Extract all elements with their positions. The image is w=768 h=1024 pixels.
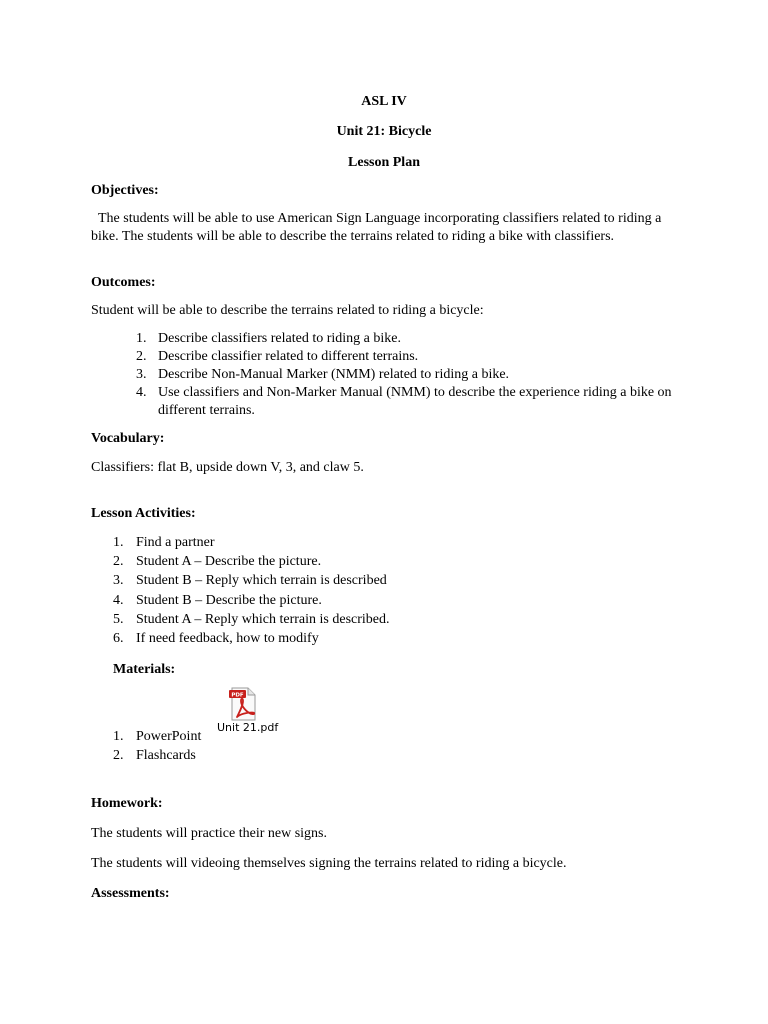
assessments-heading: Assessments:: [91, 886, 170, 901]
objectives-text: The students will be able to use American Sign Language incorporating classifiers related to riding a bike. The students will be able to describe the terrains related to riding a bike with classifiers.: [91, 211, 662, 244]
document-type-title: Lesson Plan: [348, 155, 420, 170]
list-text: Flashcards: [136, 748, 196, 763]
homework-heading: Homework:: [91, 796, 163, 811]
list-number: 4.: [136, 385, 147, 400]
list-text: Describe Non-Manual Marker (NMM) related to riding a bike.: [158, 367, 510, 382]
activities-heading: Lesson Activities:: [91, 506, 196, 521]
list-text: Student A – Reply which terrain is described.: [136, 612, 390, 627]
list-number: 3.: [113, 573, 124, 588]
outcomes-heading: Outcomes:: [91, 275, 156, 290]
list-number: 5.: [113, 612, 124, 627]
outcomes-intro: Student will be able to describe the terrains related to riding a bicycle:: [91, 303, 484, 318]
pdf-badge-label: PDF: [231, 692, 244, 699]
list-text: Find a partner: [136, 535, 215, 550]
objectives-heading: Objectives:: [91, 183, 159, 198]
list-number: 2.: [113, 748, 124, 763]
list-text: Describe classifiers related to riding a bike.: [158, 331, 401, 346]
list-number: 1.: [113, 535, 124, 550]
list-number: 1.: [113, 729, 124, 744]
list-number: 2.: [113, 554, 124, 569]
list-number: 4.: [113, 593, 124, 608]
pdf-file-icon[interactable]: [228, 687, 258, 721]
list-text: PowerPoint: [136, 729, 202, 744]
list-text: Student A – Describe the picture.: [136, 554, 322, 569]
course-title: ASL IV: [361, 94, 407, 109]
unit-title: Unit 21: Bicycle: [336, 124, 432, 139]
list-text: Student B – Describe the picture.: [136, 593, 322, 608]
list-number: 1.: [136, 331, 147, 346]
list-text: Student B – Reply which terrain is described: [136, 573, 387, 588]
list-text: If need feedback, how to modify: [136, 631, 319, 646]
homework-line: The students will practice their new signs.: [91, 826, 327, 841]
pdf-filename[interactable]: Unit 21.pdf: [217, 721, 279, 734]
list-number: 2.: [136, 349, 147, 364]
list-number: 3.: [136, 367, 147, 382]
vocabulary-heading: Vocabulary:: [91, 431, 165, 446]
list-text: Describe classifier related to different terrains.: [158, 349, 419, 364]
materials-heading: Materials:: [113, 662, 176, 677]
homework-line: The students will videoing themselves signing the terrains related to riding a bicycle.: [91, 856, 567, 871]
list-number: 6.: [113, 631, 124, 646]
vocabulary-text: Classifiers: flat B, upside down V, 3, and claw 5.: [91, 460, 364, 475]
list-text: Use classifiers and Non-Marker Manual (NMM) to describe the experience riding a bike on different terrains.: [158, 385, 672, 418]
